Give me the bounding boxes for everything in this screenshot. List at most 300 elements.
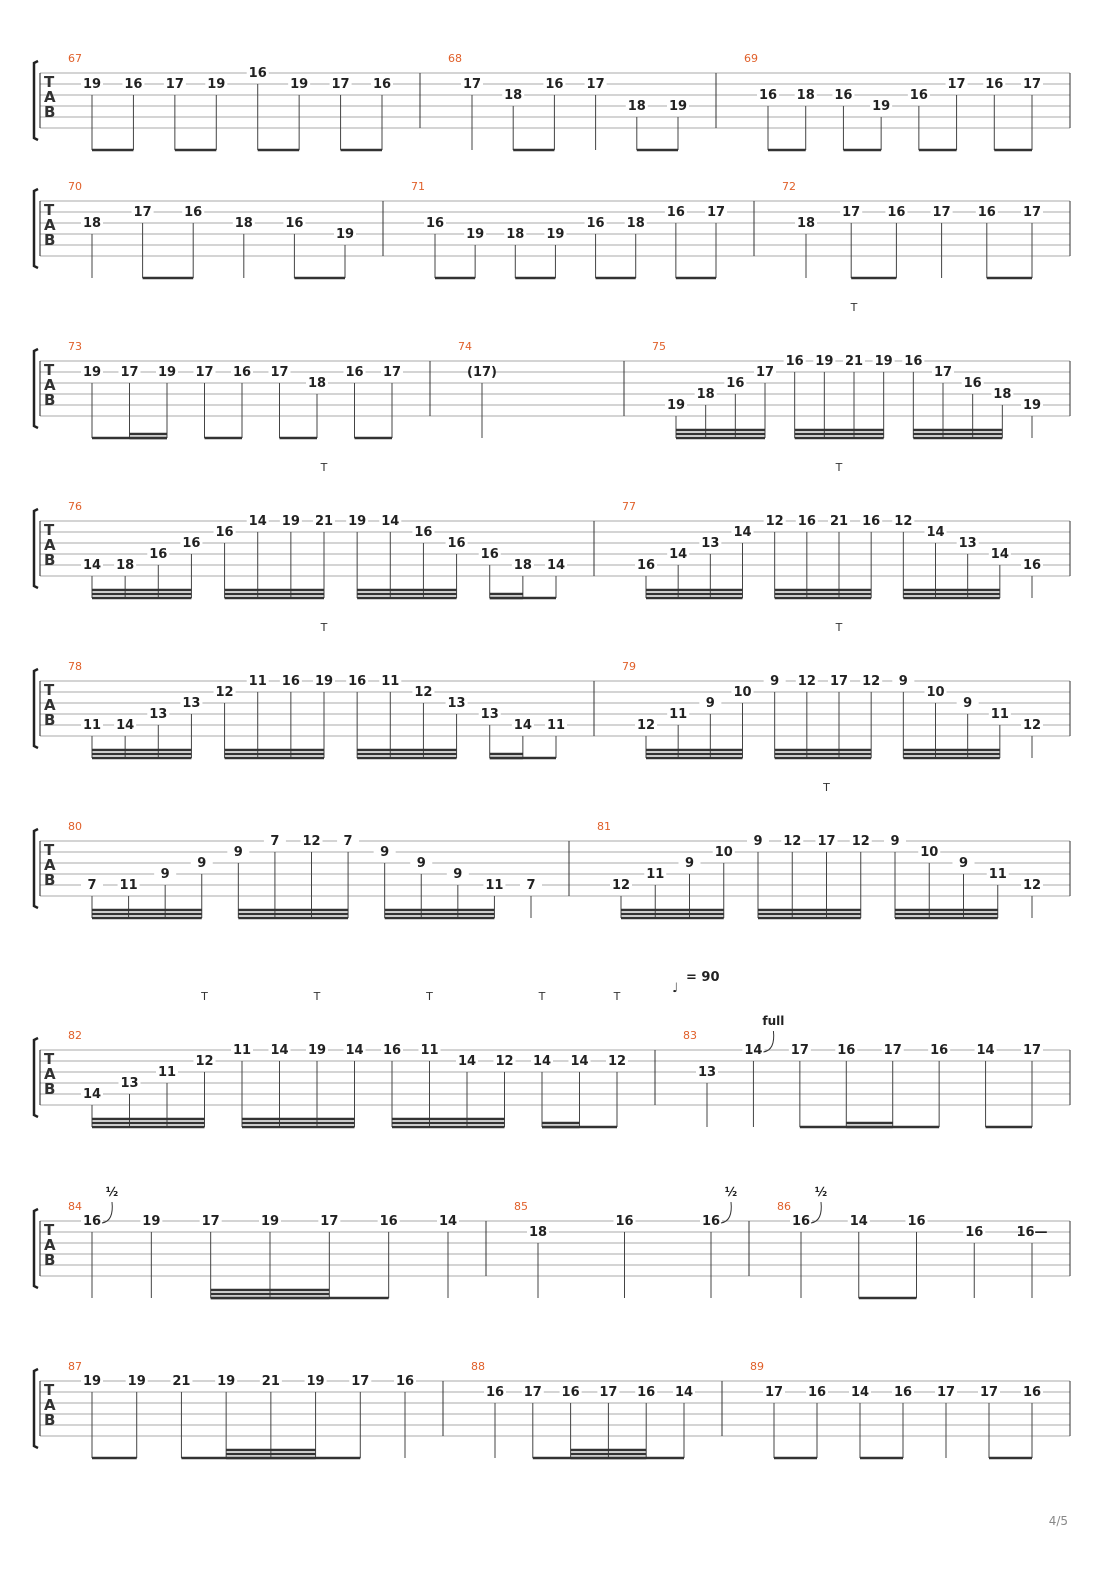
measure-77 [622,461,1043,598]
fret-number: 16— [1016,1225,1048,1240]
fret-number: 17 [1022,1043,1042,1058]
measure-84 [68,1185,459,1298]
tab-clef-letter: B [44,1251,56,1269]
tap-marker: T [320,461,328,474]
system-6 [34,781,1070,918]
system-3 [34,301,1070,438]
fret-number: 17 [462,77,482,92]
tempo-marking [672,970,720,996]
tab-clef-letter: A [44,1396,56,1414]
tab-clef-letter: A [44,536,56,554]
fret-number: 9 [898,674,908,689]
bend-label: ½ [724,1185,738,1199]
fret-number: 14 [532,1054,552,1069]
fret-number: 16 [893,1385,913,1400]
measure-number: 89 [750,1360,764,1373]
fret-number: 9 [958,856,969,871]
fret-number: 14 [546,558,566,573]
fret-number: 13 [697,1065,717,1080]
fret-number: 13 [480,707,499,722]
measure-number: 84 [68,1200,82,1213]
fret-number: 17 [883,1043,902,1058]
fret-number: 18 [627,99,646,114]
tap-marker: T [835,461,843,474]
fret-number: 16 [561,1385,580,1400]
fret-number: 18 [993,387,1012,402]
fret-number: 11 [157,1065,177,1080]
fret-number: 21 [844,354,864,369]
tap-marker: T [538,990,546,1003]
fret-number: 16 [909,88,928,103]
fret-number: 9 [197,856,207,871]
fret-number: 16 [785,354,804,369]
fret-number: 12 [611,878,631,893]
measure-78 [68,621,567,758]
fret-number: 12 [1022,878,1042,893]
fret-number: 21 [261,1374,280,1389]
fret-number: 16 [425,216,445,231]
fret-number: 19 [82,77,102,92]
measure-number: 75 [652,340,666,353]
tab-clef-letter: T [44,681,55,699]
fret-number: 16 [248,66,267,81]
fret-number: 12 [1022,718,1042,733]
fret-number: 17 [790,1043,809,1058]
fret-number: 17 [523,1385,542,1400]
fret-number: 9 [416,856,426,871]
bend-label: full [762,1014,785,1028]
fret-number: 16 [930,1043,949,1058]
fret-number: 11 [646,867,665,882]
fret-number: 9 [233,845,243,860]
fret-number: 17 [932,205,951,220]
fret-number: 18 [696,387,715,402]
fret-number: 14 [733,525,752,540]
measure-number: 77 [622,500,636,513]
tab-clef-letter: A [44,376,56,394]
bend-arrow [102,1202,112,1223]
measure-87 [68,1360,416,1458]
tab-clef-letter: B [44,103,56,121]
tab-clef-letter: T [44,1050,55,1068]
measure-number: 83 [683,1029,697,1042]
fret-number: 14 [438,1214,458,1229]
fret-number: 16 [281,674,300,689]
fret-number: 16 [447,536,466,551]
tab-clef-letter: T [44,521,55,539]
fret-number: 14 [248,514,267,529]
tap-marker: T [850,301,858,314]
tap-marker: T [823,781,830,794]
system-bracket [34,189,38,268]
fret-number: 16 [382,1043,402,1058]
tab-clef-letter: B [44,231,56,249]
fret-number: 16 [615,1214,634,1229]
measure-76 [68,461,567,598]
measure-number: 81 [597,820,611,833]
fret-number: 16 [124,77,143,92]
measure-number: 68 [448,52,462,65]
fret-number: 9 [890,834,900,849]
fret-number: 17 [320,1214,339,1229]
fret-number: 19 [314,674,334,689]
fret-number: 11 [485,878,504,893]
measure-number: 76 [68,500,82,513]
fret-number: 16 [666,205,685,220]
measure-68 [448,52,689,150]
measure-86 [777,1185,1048,1298]
tab-clef-letter: B [44,1080,56,1098]
fret-number: 16 [887,205,906,220]
fret-number: 13 [447,696,466,711]
measure-number: 88 [471,1360,485,1373]
fret-number: 16 [701,1214,721,1229]
fret-number: 14 [457,1054,477,1069]
fret-number: 16 [758,88,778,103]
tab-clef-letter: A [44,1236,56,1254]
measure-number: 73 [68,340,82,353]
tab-clef-letter: T [44,1381,55,1399]
fret-number: 16 [149,547,168,562]
fret-number: 13 [701,536,720,551]
system-4 [34,461,1070,598]
fret-number: 11 [988,867,1007,882]
fret-number: 17 [599,1385,618,1400]
measure-89 [750,1360,1043,1458]
tab-clef-letter: T [44,1221,55,1239]
bend-label: ½ [105,1185,119,1199]
fret-number: 16 [545,77,564,92]
fret-number: 17 [331,77,350,92]
fret-number: 14 [849,1214,868,1229]
fret-number: 12 [765,514,784,529]
tap-marker: T [320,621,328,634]
measure-number: 85 [514,1200,528,1213]
fret-number: 17 [586,77,605,92]
fret-number: 14 [82,1087,102,1102]
tab-clef-letter: A [44,216,56,234]
tab-clef-letter: A [44,1065,56,1083]
fret-number: 19 [306,1374,325,1389]
page-number: 4/5 [1048,1514,1068,1528]
fret-number: 16 [985,77,1004,92]
measure-82 [68,990,628,1127]
fret-number: 17 [1022,77,1042,92]
fret-number: 12 [607,1054,627,1069]
bend-arrow [811,1202,821,1223]
fret-number: 12 [894,514,913,529]
fret-number: 9 [684,856,695,871]
fret-number: 14 [381,514,400,529]
measure-number: 80 [68,820,82,833]
fret-number: 19 [466,227,485,242]
fret-number: 13 [182,696,201,711]
fret-number: 18 [234,216,253,231]
fret-number: 16 [907,1214,926,1229]
tab-clef-letter: B [44,391,56,409]
fret-number: 9 [770,674,780,689]
fret-number: 10 [920,845,939,860]
bend-arrow [763,1031,773,1052]
fret-number: 11 [82,718,102,733]
fret-number: 17 [120,365,139,380]
fret-number: 16 [977,205,996,220]
measure-79 [622,621,1043,758]
fret-number: 16 [372,77,392,92]
tab-clef-letter: T [44,841,55,859]
system-2 [34,180,1070,278]
fret-number: 12 [414,685,433,700]
fret-number: 7 [270,834,280,849]
fret-number: 21 [829,514,849,529]
fret-number: 9 [160,867,170,882]
fret-number: 19 [872,99,891,114]
fret-number: 16 [963,376,982,391]
fret-number: 16 [837,1043,856,1058]
fret-number: 17 [817,834,836,849]
fret-number: 16 [215,525,234,540]
tap-marker: T [835,621,843,634]
fret-number: 19 [668,99,688,114]
fret-number: 19 [335,227,355,242]
fret-number: 17 [979,1385,999,1400]
fret-number: 12 [195,1054,214,1069]
fret-number: 10 [733,685,752,700]
fret-number: 17 [1022,205,1042,220]
measure-72 [782,180,1043,278]
fret-number: 14 [513,718,532,733]
fret-number: 16 [395,1374,415,1389]
fret-number: 14 [82,558,102,573]
fret-number: 9 [453,867,463,882]
fret-number: 12 [215,685,234,700]
measure-number: 67 [68,52,82,65]
measure-number: 87 [68,1360,82,1373]
fret-number: 12 [851,834,870,849]
tab-clef-letter: A [44,88,56,106]
fret-number: 18 [307,376,327,391]
fret-number: 18 [116,558,135,573]
fret-number: 14 [926,525,945,540]
tab-clef-letter: B [44,1411,56,1429]
fret-number: 18 [504,88,523,103]
fret-number: 16 [485,1385,505,1400]
fret-number: 17 [933,365,953,380]
measure-69 [744,52,1043,150]
fret-number: 11 [420,1043,439,1058]
fret-number: 11 [381,674,400,689]
fret-number: 17 [133,205,152,220]
system-bracket [34,1369,38,1448]
system-bracket [34,669,38,748]
fret-number: 11 [990,707,1009,722]
fret-number: 18 [82,216,102,231]
fret-number: 10 [714,845,733,860]
fret-number: 21 [172,1374,191,1389]
fret-number: 19 [82,1374,102,1389]
tap-marker: T [426,990,433,1003]
tap-marker: T [313,990,321,1003]
fret-number: 16 [862,514,881,529]
fret-number: 12 [797,674,816,689]
fret-number: 9 [753,834,763,849]
fret-number: 11 [546,718,566,733]
measure-number: 71 [411,180,425,193]
fret-number: 17 [165,77,184,92]
fret-number: 17 [351,1374,370,1389]
fret-number: 7 [343,834,353,849]
measure-number: 82 [68,1029,82,1042]
system-1 [34,52,1070,150]
fret-number: 16 [348,674,367,689]
system-9 [34,1360,1070,1458]
measure-71 [411,180,727,278]
tab-clef-letter: T [44,361,55,379]
fret-number: 19 [281,514,300,529]
measure-number: 72 [782,180,796,193]
fret-number: 19 [874,354,893,369]
fret-number: 7 [526,878,536,893]
measure-number: 86 [777,1200,791,1213]
fret-number: 17 [842,205,861,220]
fret-number: 14 [674,1385,694,1400]
measure-80 [68,820,542,918]
fret-number: 19 [1022,398,1042,413]
fret-number: 12 [636,718,656,733]
fret-number: 16 [232,365,252,380]
tab-clef-letter: B [44,551,56,569]
measure-81 [597,781,1043,918]
fret-number: 16 [726,376,745,391]
fret-number: 16 [807,1385,827,1400]
fret-number: 17 [270,365,289,380]
fret-number: 14 [570,1054,589,1069]
fret-number: 16 [1022,1385,1042,1400]
measure-70 [68,180,356,278]
fret-number: 19 [260,1214,280,1229]
fret-number: 16 [904,354,923,369]
fret-number: 18 [506,227,525,242]
measure-number: 74 [458,340,472,353]
tab-clef-letter: T [44,201,55,219]
fret-number: 14 [116,718,135,733]
bend-label: ½ [814,1185,828,1199]
fret-number: 16 [379,1214,398,1229]
fret-number: 19 [815,354,834,369]
tab-clef-letter: T [44,73,55,91]
fret-number: 19 [207,77,226,92]
measure-number: 69 [744,52,758,65]
fret-number: 17 [947,77,966,92]
fret-number: 18 [513,558,532,573]
system-bracket [34,1209,38,1288]
fret-number: 19 [82,365,102,380]
fret-number: 19 [217,1374,236,1389]
fret-number: 13 [958,536,977,551]
measure-88 [471,1360,695,1458]
fret-number: 9 [705,696,715,711]
tab-clef-letter: B [44,711,56,729]
measure-number: 78 [68,660,82,673]
tab-clef-letter: A [44,696,56,714]
fret-number: 18 [796,88,815,103]
fret-number: 18 [796,216,816,231]
fret-number: 14 [345,1043,364,1058]
system-7 [34,970,1070,1127]
fret-number: 9 [380,845,390,860]
fret-number: 16 [1022,558,1042,573]
system-5 [34,621,1070,758]
fret-number: 16 [797,514,816,529]
measure-74 [458,340,497,438]
measure-number: 79 [622,660,636,673]
fret-number: 17 [755,365,775,380]
fret-number: 19 [157,365,177,380]
measure-75 [652,301,1043,438]
system-bracket [34,509,38,588]
fret-number: 16 [965,1225,984,1240]
system-bracket [34,829,38,908]
fret-number: 13 [149,707,168,722]
fret-number: 17 [829,674,849,689]
fret-number: 19 [348,514,367,529]
tempo-symbol: ♩ [672,981,679,996]
fret-number: 16 [834,88,853,103]
fret-number: 16 [480,547,499,562]
fret-number: 14 [976,1043,995,1058]
fret-number: 19 [290,77,309,92]
tap-marker: T [613,990,621,1003]
system-bracket [34,61,38,140]
fret-number: 19 [666,398,686,413]
fret-number: 17 [706,205,726,220]
fret-number: 12 [783,834,802,849]
fret-number: 21 [314,514,334,529]
fret-number: 10 [926,685,945,700]
fret-number: 16 [345,365,364,380]
tempo-text: = 90 [686,970,720,985]
fret-number: 14 [850,1385,870,1400]
fret-number: 19 [142,1214,161,1229]
tab-clef-letter: B [44,871,56,889]
bend-arrow [721,1202,731,1223]
fret-number: 17 [936,1385,956,1400]
system-8 [34,1185,1070,1298]
fret-number: 11 [669,707,688,722]
fret-number: (17) [467,365,497,380]
tab-clef-letter: A [44,856,56,874]
fret-number: 16 [637,1385,656,1400]
fret-number: 17 [382,365,402,380]
fret-number: 16 [791,1214,811,1229]
fret-number: 11 [248,674,267,689]
system-bracket [34,1038,38,1117]
fret-number: 19 [546,227,565,242]
fret-number: 16 [184,205,203,220]
fret-number: 14 [669,547,688,562]
measure-85 [514,1185,737,1298]
fret-number: 12 [862,674,881,689]
fret-number: 9 [963,696,973,711]
fret-number: 12 [495,1054,514,1069]
system-bracket [34,349,38,428]
fret-number: 14 [744,1043,763,1058]
measure-67 [68,52,393,150]
fret-number: 7 [87,878,97,893]
fret-number: 17 [764,1385,784,1400]
fret-number: 19 [127,1374,146,1389]
fret-number: 17 [201,1214,220,1229]
